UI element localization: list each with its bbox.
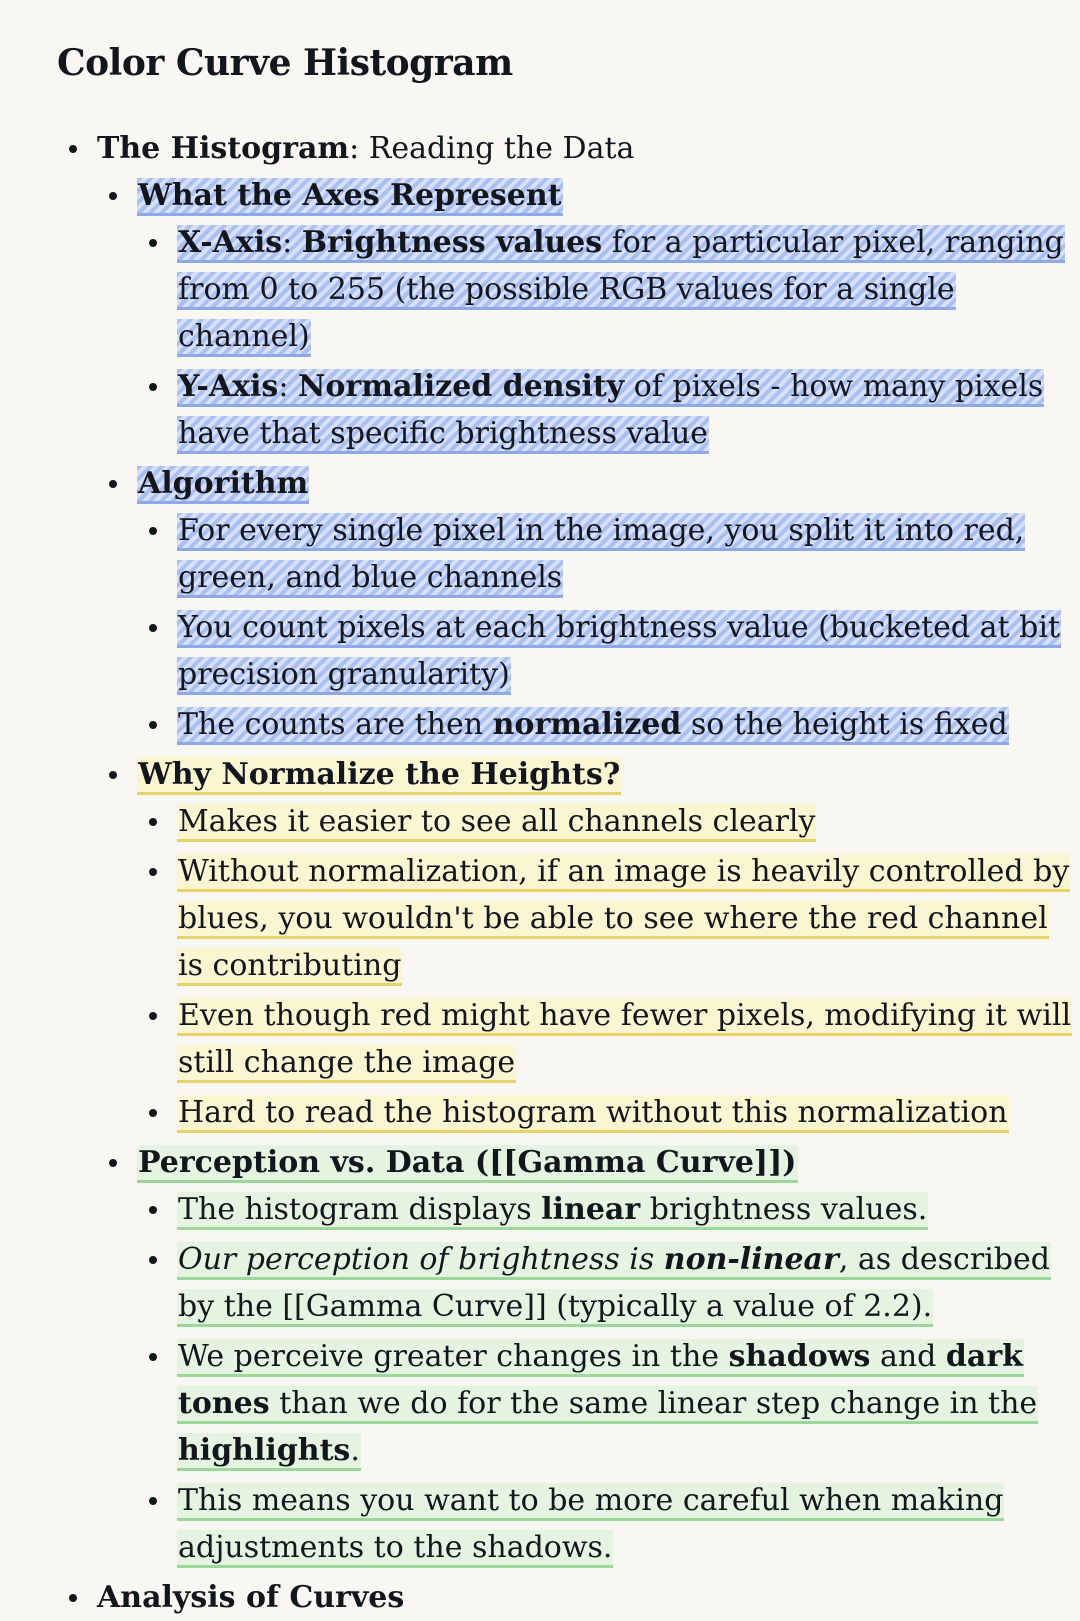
histogram-sublist: [97, 172, 1080, 1571]
highlight-green[interactable]: This means you want to be more careful when making adjustments to the shadows.: [177, 1483, 1004, 1568]
text-run: and: [870, 1339, 946, 1375]
highlight-blue[interactable]: [177, 369, 1044, 454]
list-item: [177, 1186, 1080, 1233]
highlight-blue[interactable]: [137, 178, 563, 216]
y-axis-bold: Normalized density: [297, 369, 625, 405]
x-axis-key: X-Axis: [178, 225, 283, 261]
text-run: , as described by the [[Gamma Curve]] (typically a value of 2.2).: [178, 1242, 1050, 1325]
highlight-green[interactable]: [177, 1242, 1051, 1327]
text-run: The counts are then: [178, 707, 493, 743]
text-run: .: [350, 1433, 360, 1469]
x-axis-text: for a particular pixel, ranging from 0 to 255 (the possible RGB values for a single channel): [178, 225, 1064, 355]
highlight-blue[interactable]: You count pixels at each brightness value (bucketed at bit precision granularity): [177, 610, 1061, 695]
highlight-yellow[interactable]: Makes it easier to see all channels clearly: [177, 804, 816, 842]
list-item: [177, 992, 1080, 1086]
list-item-normalize: [137, 751, 1080, 1136]
list-item-algorithm: [137, 460, 1080, 748]
next-section-heading: Analysis of Curves: [97, 1580, 405, 1616]
list-item-histogram: [97, 125, 1080, 1571]
algorithm-heading: Algorithm: [138, 466, 309, 502]
list-item-axes: [137, 172, 1080, 457]
list-item-perception: [137, 1139, 1080, 1571]
y-axis-sep: :: [278, 369, 298, 405]
algorithm-sublist: [137, 507, 1080, 748]
axes-heading: What the Axes Represent: [138, 178, 562, 214]
perception-sublist: [137, 1186, 1080, 1571]
list-item: [177, 1477, 1080, 1571]
list-item: [177, 507, 1080, 601]
histogram-label-rest: : Reading the Data: [349, 131, 635, 167]
text-run-bold: normalized: [492, 707, 682, 743]
text-run: brightness values.: [640, 1192, 928, 1228]
list-item-y-axis: [177, 363, 1080, 457]
x-axis-bold: Brightness values: [301, 225, 603, 261]
highlight-blue[interactable]: [137, 466, 309, 504]
list-item: [177, 798, 1080, 845]
y-axis-key: Y-Axis: [178, 369, 279, 405]
text-run: The histogram displays: [178, 1192, 542, 1228]
text-run-bold: shadows: [728, 1339, 871, 1375]
list-item: [177, 604, 1080, 698]
page-title: Color Curve Histogram: [57, 42, 513, 84]
list-item: [177, 701, 1080, 748]
text-run: than we do for the same linear step change in the: [269, 1386, 1038, 1422]
list-item: [177, 848, 1080, 989]
normalize-heading: Why Normalize the Heights?: [138, 757, 621, 793]
text-run-italic: Our perception of brightness is: [178, 1242, 664, 1278]
list-item: [177, 1333, 1080, 1474]
text-run-bold-italic: non-linear: [663, 1242, 839, 1278]
highlight-yellow[interactable]: Hard to read the histogram without this normalization: [177, 1095, 1009, 1133]
highlight-blue[interactable]: [177, 707, 1009, 745]
highlight-yellow[interactable]: Without normalization, if an image is heavily controlled by blues, you wouldn't be able to see where the red channel is contributing: [177, 854, 1070, 986]
text-run-bold: dark tones: [178, 1339, 1023, 1422]
x-axis-sep: :: [282, 225, 302, 261]
perception-heading: Perception vs. Data ([[Gamma Curve]]): [138, 1145, 797, 1181]
list-item: [177, 1089, 1080, 1136]
highlight-yellow[interactable]: Even though red might have fewer pixels, modifying it will still change the image: [177, 998, 1072, 1083]
highlight-green[interactable]: [177, 1339, 1038, 1471]
text-run: We perceive greater changes in the: [178, 1339, 729, 1375]
highlight-blue[interactable]: For every single pixel in the image, you split it into red, green, and blue channels: [177, 513, 1025, 598]
list-item-next-section: [97, 1574, 1080, 1621]
normalize-sublist: [137, 798, 1080, 1136]
list-item-x-axis: [177, 219, 1080, 360]
highlight-yellow[interactable]: [137, 757, 621, 795]
list-item: [177, 1236, 1080, 1330]
highlight-green[interactable]: [137, 1145, 798, 1183]
highlight-blue[interactable]: [177, 225, 1065, 357]
text-run-bold: highlights: [178, 1433, 351, 1469]
axes-sublist: [137, 219, 1080, 457]
y-axis-text: of pixels - how many pixels have that specific brightness value: [178, 369, 1044, 452]
text-run-bold: linear: [541, 1192, 641, 1228]
histogram-label: The Histogram: [97, 131, 350, 167]
text-run: so the height is fixed: [681, 707, 1008, 743]
outline-root: [57, 125, 1080, 1621]
highlight-green[interactable]: [177, 1192, 928, 1230]
